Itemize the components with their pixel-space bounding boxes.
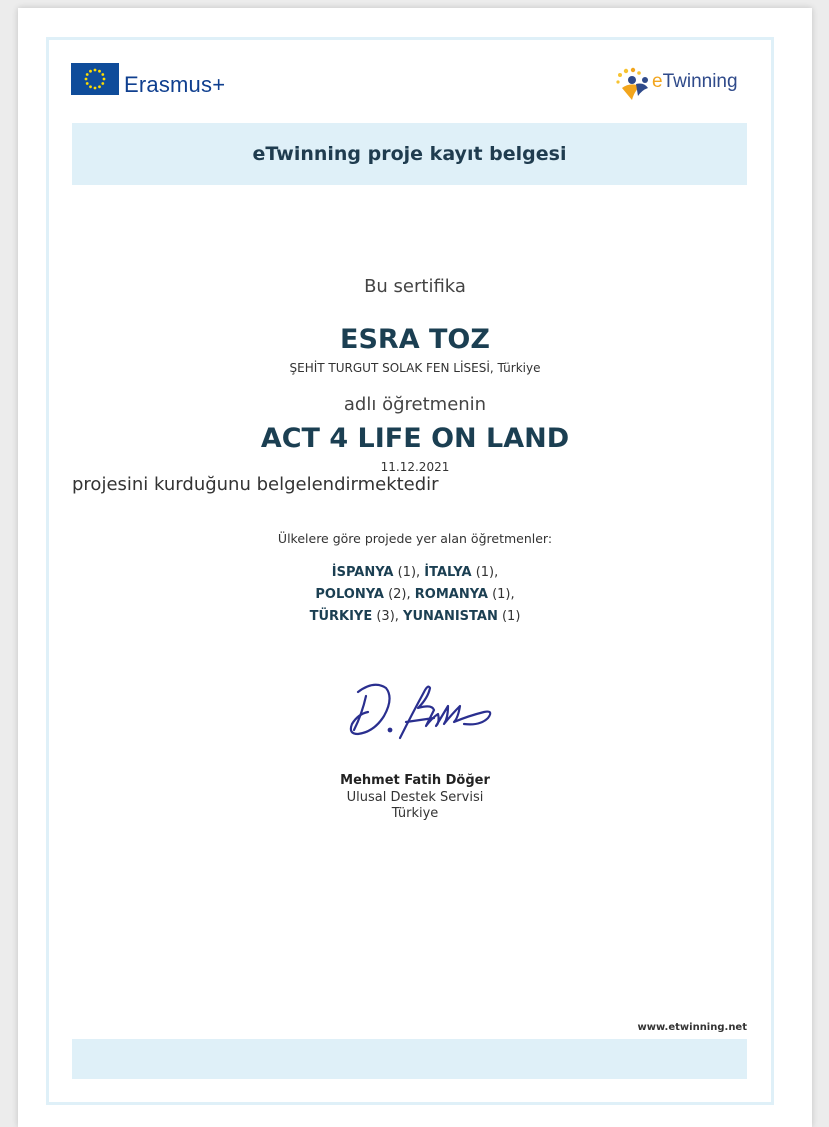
countries-label: Ülkelere göre projede yer alan öğretmenler: bbox=[277, 531, 553, 546]
project-date: 11.12.2021 bbox=[380, 460, 450, 474]
country-count: (2), bbox=[388, 587, 411, 602]
etwinning-logo-e: e bbox=[652, 71, 663, 92]
country-name: TÜRKIYE bbox=[309, 609, 373, 624]
country-line bbox=[18, 587, 812, 602]
website-link[interactable]: www.etwinning.net bbox=[637, 1022, 747, 1033]
school-name: ŞEHİT TURGUT SOLAK FEN LİSESİ, Türkiye bbox=[289, 361, 541, 375]
founded-text: projesini kurduğunu belgelendirmektedir bbox=[72, 474, 439, 495]
certifies-text: Bu sertifika bbox=[364, 276, 466, 297]
etwinning-logo-text bbox=[652, 71, 738, 93]
country-name: ROMANYA bbox=[414, 587, 488, 602]
country-count: (1), bbox=[397, 565, 421, 580]
etwinning-logo-icon bbox=[614, 66, 654, 104]
country-name: İTALYA bbox=[424, 565, 472, 580]
title-band bbox=[72, 123, 747, 185]
signatory-service: Ulusal Destek Servisi bbox=[346, 790, 484, 805]
etwinning-logo-rest: Twinning bbox=[662, 71, 738, 92]
named-teacher-text: adlı öğretmenin bbox=[343, 394, 487, 415]
signatory-name: Mehmet Fatih Döğer bbox=[340, 773, 490, 788]
eu-flag-icon bbox=[71, 63, 119, 95]
country-line bbox=[18, 609, 812, 624]
certificate-page bbox=[18, 8, 812, 1127]
certificate-title: eTwinning proje kayıt belgesi bbox=[252, 143, 567, 165]
erasmus-logo-text: Erasmus+ bbox=[124, 72, 226, 97]
project-name: ACT 4 LIFE ON LAND bbox=[260, 423, 570, 454]
country-count: (1), bbox=[492, 587, 515, 602]
signatory-country: Türkiye bbox=[391, 806, 439, 821]
country-count: (1), bbox=[475, 565, 499, 580]
country-name: İSPANYA bbox=[331, 565, 394, 580]
footer-band bbox=[72, 1039, 747, 1079]
country-count: (3), bbox=[376, 609, 399, 624]
teacher-name: ESRA TOZ bbox=[340, 324, 490, 355]
country-line bbox=[18, 565, 812, 580]
country-count: (1) bbox=[501, 609, 521, 624]
country-name: YUNANISTAN bbox=[403, 609, 498, 624]
signature-image bbox=[344, 678, 494, 758]
country-name: POLONYA bbox=[315, 587, 384, 602]
